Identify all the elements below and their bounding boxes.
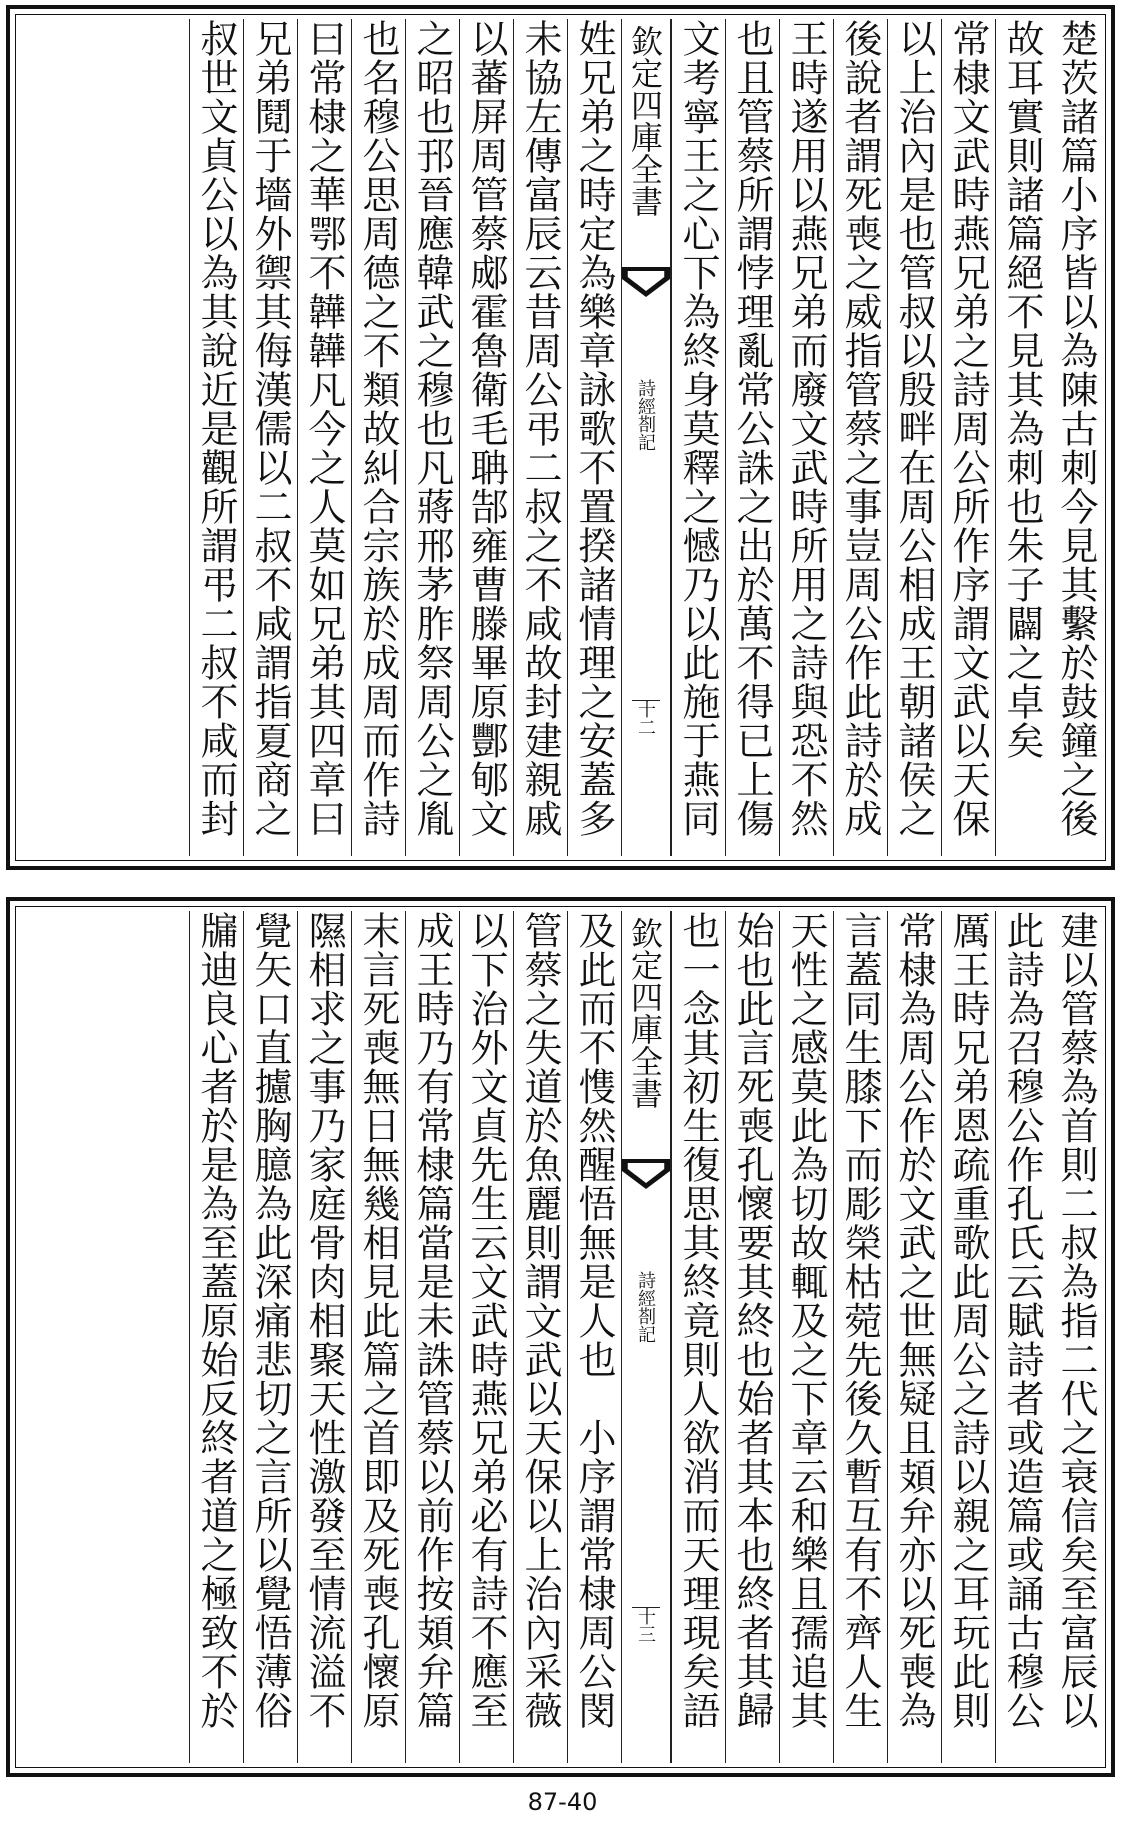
text-column: 天性之感莫此為切故輒及之下章云和樂且孺追其	[779, 911, 833, 1763]
fish-tail-mark-icon	[622, 267, 670, 299]
text-column: 牖迪良心者於是為至蓋原始反終者道之極致不於	[189, 911, 243, 1763]
text-column: 此詩為召穆公作孔氏云賦詩者或造篇或誦古穆公	[995, 911, 1049, 1763]
section-title: 詩經剳記	[635, 1271, 656, 1343]
text-column: 末言死喪無日無幾相見此篇之首即及死喪孔懷原	[351, 911, 405, 1763]
text-column: 以上治內是也管叔以殷畔在周公相成王朝諸侯之	[887, 19, 941, 856]
text-column: 隰相求之事乃家庭骨肉相聚天性激發至情流溢不	[297, 911, 351, 1763]
fish-tail-mark-icon	[622, 1159, 670, 1191]
top-page	[6, 5, 1115, 870]
text-column: 及此而不愯然醒悟無是人也 小序謂常棣周公閔	[567, 911, 621, 1763]
text-column: 以下治外文貞先生云文武時燕兄弟必有詩不應至	[459, 911, 513, 1763]
leaf-number: 十二	[622, 700, 670, 736]
page-footer-number: 87-40	[527, 1788, 598, 1816]
text-column: 楚茨諸篇小序皆以為陳古刺今見其繫於鼓鐘之後	[1054, 19, 1098, 838]
text-column: 常棣文武時燕兄弟之詩周公所作序謂文武以天保	[941, 19, 995, 856]
page-spine	[621, 911, 671, 1763]
section-title: 詩經剳記	[635, 379, 656, 451]
text-column: 覺矢口直攄胸臆為此深痛悲切之言所以覺悟薄俗	[243, 911, 297, 1763]
text-column: 管蔡之失道於魚麗則謂文武以天保以上治內采薇	[513, 911, 567, 1763]
text-column: 故耳實則諸篇絕不見其為刺也朱子闢之卓矣	[995, 19, 1049, 856]
text-column: 兄弟鬩于墻外禦其侮漢儒以二叔不咸謂指夏商之	[243, 19, 297, 856]
leaf-number: 十三	[622, 1607, 670, 1643]
text-column: 未協左傳富辰云昔周公弔二叔之不咸故封建親戚	[513, 19, 567, 856]
text-column: 始也此言死喪孔懷要其終也始者其本也終者其歸	[725, 911, 779, 1763]
text-column: 也一念其初生復思其終竟則人欲消而天理現矣語	[671, 911, 725, 1763]
page-spine	[621, 19, 671, 856]
text-column: 言蓋同生膝下而彫榮枯菀先後久暫互有不齊人生	[833, 911, 887, 1763]
text-column: 成王時乃有常棣篇當是未誅管蔡以前作按頍弁篇	[405, 911, 459, 1763]
text-column: 之昭也邘晉應韓武之穆也凡蔣邢茅胙祭周公之胤	[405, 19, 459, 856]
text-column: 文考寧王之心下為終身莫釋之憾乃以此施于燕同	[671, 19, 725, 856]
text-column: 建以管蔡為首則二叔為指二代之衰信矣至富辰以	[1054, 911, 1098, 1730]
text-column: 王時遂用以燕兄弟而廢文武時所用之詩與恐不然	[779, 19, 833, 856]
text-column: 以蕃屏周管蔡郕霍魯衛毛聃郜雍曹滕畢原酆郇文	[459, 19, 513, 856]
text-column: 厲王時兄弟恩疏重歌此周公之詩以親之耳玩此則	[941, 911, 995, 1763]
bottom-page	[6, 897, 1115, 1777]
book-title: 欽定四庫全書	[626, 25, 664, 217]
text-column: 後說者謂死喪之威指管蔡之事豈周公作此詩於成	[833, 19, 887, 856]
book-title: 欽定四庫全書	[626, 917, 664, 1109]
text-column: 也名穆公思周德之不類故糾合宗族於成周而作詩	[351, 19, 405, 856]
text-column: 曰常棣之華鄂不韡韡凡今之人莫如兄弟其四章曰	[297, 19, 351, 856]
text-column: 也且管蔡所謂悖理亂常公誅之出於萬不得已上傷	[725, 19, 779, 856]
text-column: 常棣為周公作於文武之世無疑且頍弁亦以死喪為	[887, 911, 941, 1763]
text-column: 叔世文貞公以為其說近是觀所謂弔二叔不咸而封	[189, 19, 243, 856]
text-column: 姓兄弟之時定為樂章詠歌不置揆諸情理之安蓋多	[567, 19, 621, 856]
